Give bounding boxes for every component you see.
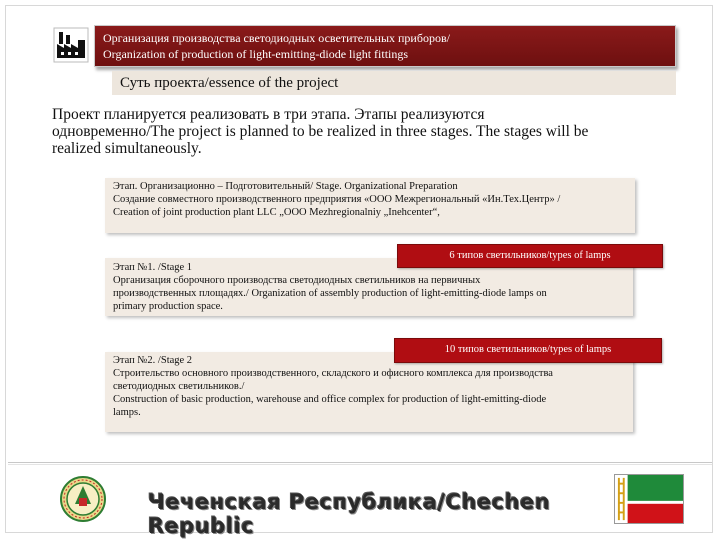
stage-2-lamp-types-tag	[394, 338, 662, 363]
stage-heading: Этап №1. /Stage 1	[113, 262, 193, 273]
title-ru: Организация производства светодиодных осветительных приборов/	[103, 31, 450, 45]
stage-text: Creation of joint production plant LLC „OOO Mezhregionalniy „Inehcenter“,	[113, 207, 440, 218]
footer-title: Чеченская Республика/Chechen Republic	[148, 490, 551, 538]
title-bar	[94, 25, 676, 67]
stage-2-box	[105, 352, 633, 432]
chechen-flag-icon	[614, 474, 684, 524]
stage-text: производственных площадях./ Organization of assembly production of light-emitting-diode lamps on	[113, 288, 547, 299]
stage-preparation-box	[105, 178, 635, 233]
stage-text: Construction of basic production, warehouse and office complex for production of light-emitting-diode	[113, 394, 547, 405]
stage-text: primary production space.	[113, 301, 223, 312]
intro-line: realized simultaneously.	[52, 140, 202, 157]
stage-text: Создание совместного производственного предприятия «ООО Межрегиональный «Ин.Тех.Центр» /	[113, 194, 561, 205]
tag-label: 6 типов светильников/types of lamps	[449, 250, 611, 261]
subtitle: Суть проекта/essence of the project	[120, 75, 339, 91]
intro-paragraph	[52, 106, 692, 157]
title-en: Organization of production of light-emitting-diode light fittings	[103, 47, 409, 61]
stage-text: светодиодных светильников./	[113, 381, 245, 392]
intro-line: Проект планируется реализовать в три этапа. Этапы реализуются	[52, 106, 485, 123]
stage-text: Строительство основного производственного, складского и офисного комплекса для производства	[113, 368, 553, 379]
tag-label: 10 типов светильников/types of lamps	[444, 344, 612, 355]
subtitle-bar	[112, 71, 676, 95]
intro-line: одновременно/The project is planned to be realized in three stages. The stages will be	[52, 123, 589, 140]
chechen-emblem-icon	[60, 474, 106, 524]
stage-heading: Этап №2. /Stage 2	[113, 355, 193, 366]
footer-divider	[8, 462, 712, 465]
factory-icon	[52, 26, 90, 64]
stage-1-lamp-types-tag	[397, 244, 663, 268]
stage-text: lamps.	[113, 407, 141, 418]
stage-heading: Этап. Организационно – Подготовительный/ Stage. Organizational Preparation	[113, 181, 458, 192]
stage-text: Организация сборочного производства светодиодных светильников на первичных	[113, 275, 481, 286]
